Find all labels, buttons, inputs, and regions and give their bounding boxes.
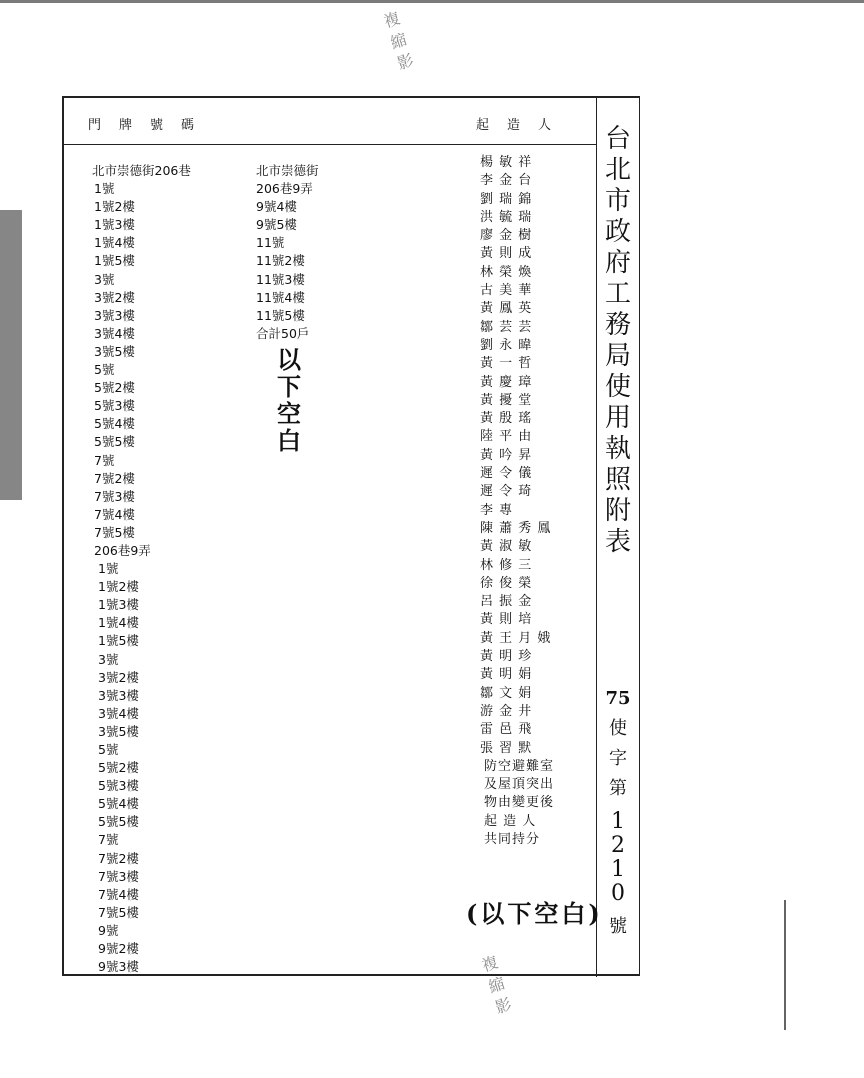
builder-name: 黃 明 珍 [480, 649, 533, 665]
address-row: 5號2樓 [94, 380, 135, 396]
title-char: 北 [604, 155, 631, 185]
builder-name: 黃 慶 璋 [480, 374, 533, 390]
address-row: 3號4樓 [94, 325, 135, 341]
address-row: 3號 [98, 651, 119, 667]
builder-name: 雷 邑 飛 [480, 722, 533, 738]
address-row: 206巷9弄 [94, 542, 151, 558]
builder-name: 游 金 井 [480, 703, 533, 719]
permit-prefix-char: 第 [609, 778, 627, 799]
address-row: 5號4樓 [98, 796, 139, 812]
permit-year: 75 [605, 688, 631, 709]
address-row: 3號2樓 [98, 669, 139, 685]
title-char: 表 [604, 527, 631, 557]
address-row: 7號5樓 [94, 524, 135, 540]
address-row: 7號2樓 [98, 850, 139, 866]
builder-name: 黃 擾 堂 [480, 392, 533, 408]
stamp-bottom: 複 縮 影 [479, 952, 515, 1018]
address-row: 5號4樓 [94, 416, 135, 432]
builder-name: 及屋頂突出 [484, 777, 555, 793]
address-row: 11號 [256, 235, 285, 251]
builder-name: 林 修 三 [480, 557, 533, 573]
address-row: 5號3樓 [98, 778, 139, 794]
address-row: 11號3樓 [256, 271, 305, 287]
address-row: 7號3樓 [94, 488, 135, 504]
builder-name: 陳 蕭 秀 鳳 [480, 520, 552, 536]
address-row: 206巷9弄 [256, 181, 313, 197]
blank-below-vertical [274, 346, 304, 454]
header-rule [64, 144, 596, 145]
address-row: 5號3樓 [94, 398, 135, 414]
address-row: 北市崇德街 [256, 163, 319, 178]
address-row: 3號4樓 [98, 705, 139, 721]
address-row: 3號2樓 [94, 289, 135, 305]
blank-char: 空 [277, 399, 301, 428]
blank-below-horizontal: (以下空白) [466, 899, 603, 928]
title-char: 附 [604, 496, 631, 526]
title-char: 府 [604, 248, 631, 278]
blank-char: 白 [277, 426, 301, 455]
builder-name: 鄒 芸 芸 [480, 319, 533, 335]
scan-noise-left [0, 210, 22, 500]
permit-serial-digit: 1 [611, 857, 625, 882]
builder-name: 黃 王 月 娥 [480, 630, 552, 646]
permit-serial-digit: 1 [611, 809, 625, 834]
builder-column-header: 起造人 [476, 118, 570, 133]
address-row: 7號5樓 [98, 904, 139, 920]
permit-prefix-char: 字 [609, 748, 627, 769]
address-row: 9號3樓 [98, 959, 139, 975]
title-char: 使 [604, 372, 631, 402]
title-char: 執 [604, 434, 631, 464]
title-char: 用 [604, 403, 631, 433]
address-row: 5號 [94, 362, 115, 378]
builder-name: 李 專 [480, 502, 514, 518]
builder-name: 劉 永 暐 [480, 337, 533, 353]
address-row: 5號5樓 [98, 814, 139, 830]
address-row: 7號3樓 [98, 868, 139, 884]
permit-serial-digit: 2 [611, 833, 625, 858]
builder-name: 共同持分 [484, 831, 541, 847]
permit-suffix: 號 [609, 916, 627, 937]
address-row: 11號2樓 [256, 253, 305, 269]
title-char: 市 [604, 186, 631, 216]
title-char: 照 [604, 465, 631, 495]
blank-char: 下 [277, 372, 301, 401]
permit-number-block [601, 684, 635, 942]
builder-name: 楊 敏 祥 [480, 155, 533, 170]
builder-name: 黃 明 娟 [480, 667, 533, 683]
address-row: 3號 [94, 271, 115, 287]
builder-name: 鄒 文 娟 [480, 685, 533, 701]
address-list-2 [256, 162, 319, 343]
builder-name: 遲 令 儀 [480, 466, 533, 482]
address-row: 5號2樓 [98, 760, 139, 776]
address-row: 9號4樓 [256, 199, 297, 215]
builder-name: 陸 平 由 [480, 429, 533, 445]
address-row: 7號 [94, 452, 115, 468]
scan-noise-top [0, 0, 864, 3]
builder-name: 遲 令 琦 [480, 484, 533, 500]
builder-name: 廖 金 樹 [480, 228, 533, 244]
address-row: 1號5樓 [94, 253, 135, 269]
builder-name: 呂 振 金 [480, 594, 533, 610]
address-row: 7號4樓 [94, 506, 135, 522]
address-row: 11號4樓 [256, 289, 305, 305]
address-row: 7號4樓 [98, 886, 139, 902]
builder-name: 古 美 華 [480, 283, 533, 299]
blank-char: 以 [277, 345, 301, 374]
permit-serial-digit: 0 [611, 881, 625, 906]
address-column-header: 門牌號碼 [88, 118, 213, 133]
address-row: 北市崇德街206巷 [92, 163, 191, 178]
builder-name: 李 金 台 [480, 173, 533, 189]
builder-name: 起 造 人 [484, 813, 537, 829]
address-row: 1號 [98, 561, 119, 577]
builder-name: 張 習 默 [480, 740, 533, 756]
address-row: 3號3樓 [98, 687, 139, 703]
builder-name: 黃 吟 昇 [480, 447, 533, 463]
address-row: 3號3樓 [94, 307, 135, 323]
address-row: 1號3樓 [94, 217, 135, 233]
title-char: 務 [604, 310, 631, 340]
address-row: 1號2樓 [98, 579, 139, 595]
address-row: 9號5樓 [256, 217, 297, 233]
title-char: 工 [604, 279, 631, 309]
address-row: 1號4樓 [98, 615, 139, 631]
address-row: 3號5樓 [94, 343, 135, 359]
permit-serial [601, 810, 635, 906]
title-char: 台 [604, 124, 631, 154]
builder-list [480, 154, 554, 849]
builder-name: 黃 一 哲 [480, 356, 533, 372]
address-row: 9號2樓 [98, 941, 139, 957]
address-row: 1號5樓 [98, 633, 139, 649]
address-row: 合計50戶 [256, 325, 310, 341]
title-char: 局 [604, 341, 631, 371]
builder-name: 徐 俊 榮 [480, 575, 533, 591]
title-panel [596, 98, 640, 976]
builder-name: 防空避難室 [484, 758, 555, 774]
document-title [601, 124, 635, 558]
address-row: 1號4樓 [94, 235, 135, 251]
address-row: 9號 [98, 922, 119, 938]
builder-name: 黃 淑 敏 [480, 539, 533, 555]
builder-name: 林 榮 煥 [480, 264, 533, 280]
permit-prefix [601, 714, 635, 804]
builder-name: 黃 則 培 [480, 612, 533, 628]
address-row: 7號2樓 [94, 470, 135, 486]
address-row: 3號5樓 [98, 723, 139, 739]
address-row: 1號3樓 [98, 597, 139, 613]
permit-attachment-table [62, 96, 640, 976]
builder-name: 黃 鳳 英 [480, 301, 533, 317]
builder-name: 物由變更後 [484, 795, 555, 811]
address-row: 1號2樓 [94, 199, 135, 215]
address-row: 1號 [94, 181, 115, 197]
builder-name: 洪 毓 瑞 [480, 209, 533, 225]
title-char: 政 [604, 217, 631, 247]
address-list-1 [92, 162, 191, 976]
builder-name: 黃 則 成 [480, 246, 533, 262]
address-row: 5號 [98, 742, 119, 757]
address-row: 5號5樓 [94, 434, 135, 450]
stamp-top: 複 縮 影 [381, 8, 417, 74]
address-row: 7號 [98, 832, 119, 848]
address-row: 11號5樓 [256, 307, 305, 323]
builder-name: 黃 殷 瑤 [480, 411, 533, 427]
builder-name: 劉 瑞 錦 [480, 191, 533, 207]
permit-prefix-char: 使 [609, 718, 627, 739]
scan-noise-right [784, 900, 786, 1030]
